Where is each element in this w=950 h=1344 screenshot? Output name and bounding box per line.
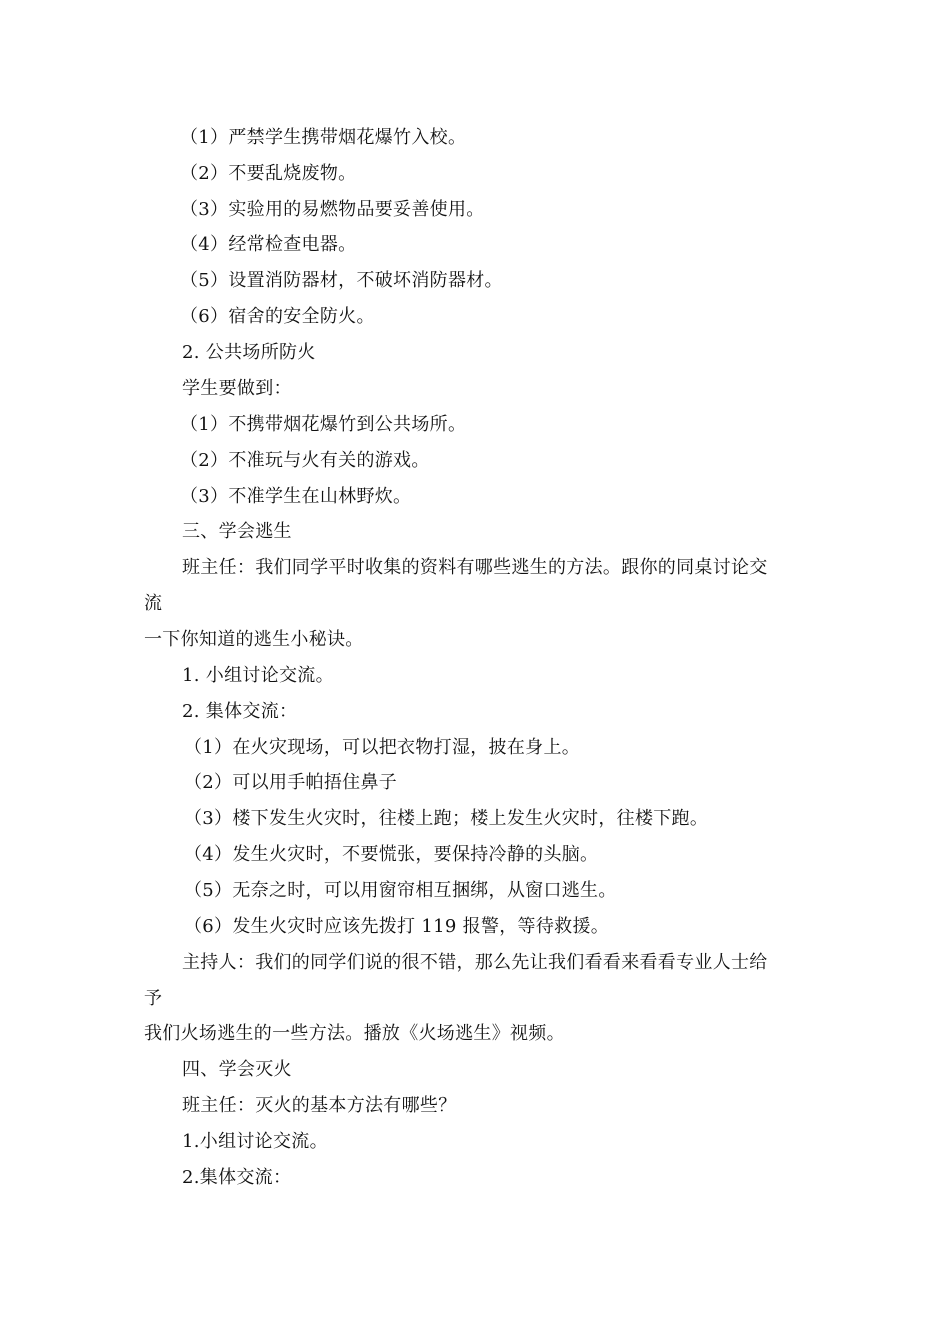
list-item: （2）不准玩与火有关的游戏。 [180,450,430,471]
section-heading: 2. 公共场所防火 [182,342,316,363]
section-heading: 四、学会灭火 [182,1059,292,1080]
paragraph: 流 [144,593,163,614]
list-item: （2）不要乱烧废物。 [180,163,357,184]
list-item: （5）无奈之时，可以用窗帘相互捆绑，从窗口逃生。 [184,880,617,901]
list-item: （3）不准学生在山林野炊。 [180,486,412,507]
paragraph: 学生要做到： [182,378,292,399]
list-item: （6）发生火灾时应该先拨打 119 报警，等待救援。 [184,916,610,937]
section-heading: 三、学会逃生 [182,521,292,542]
list-item: （4）经常检查电器。 [180,234,357,255]
list-item: 1. 小组讨论交流。 [182,665,334,686]
list-item: （6）宿舍的安全防火。 [180,306,375,327]
paragraph: 一下你知道的逃生小秘诀。 [144,629,364,650]
list-item: 2.集体交流： [182,1167,292,1188]
list-item: （3）实验用的易燃物品要妥善使用。 [180,199,485,220]
list-item: （4）发生火灾时，不要慌张，要保持冷静的头脑。 [184,844,599,865]
list-item: （1）在火灾现场，可以把衣物打湿，披在身上。 [184,737,581,758]
paragraph: 予 [144,988,163,1009]
paragraph: 我们火场逃生的一些方法。播放《火场逃生》视频。 [144,1023,565,1044]
paragraph: 班主任：我们同学平时收集的资料有哪些逃生的方法。跟你的同桌讨论交 [182,557,768,578]
list-item: （2）可以用手帕捂住鼻子 [184,772,398,793]
list-item: （5）设置消防器材，不破坏消防器材。 [180,270,503,291]
list-item: （1）严禁学生携带烟花爆竹入校。 [180,127,467,148]
list-item: （1）不携带烟花爆竹到公共场所。 [180,414,467,435]
list-item: 1.小组讨论交流。 [182,1131,328,1152]
list-item: （3）楼下发生火灾时，往楼上跑；楼上发生火灾时，往楼下跑。 [184,808,709,829]
paragraph: 班主任：灭火的基本方法有哪些？ [182,1095,457,1116]
paragraph: 主持人：我们的同学们说的很不错，那么先让我们看看来看看专业人士给 [182,952,768,973]
list-item: 2. 集体交流： [182,701,298,722]
